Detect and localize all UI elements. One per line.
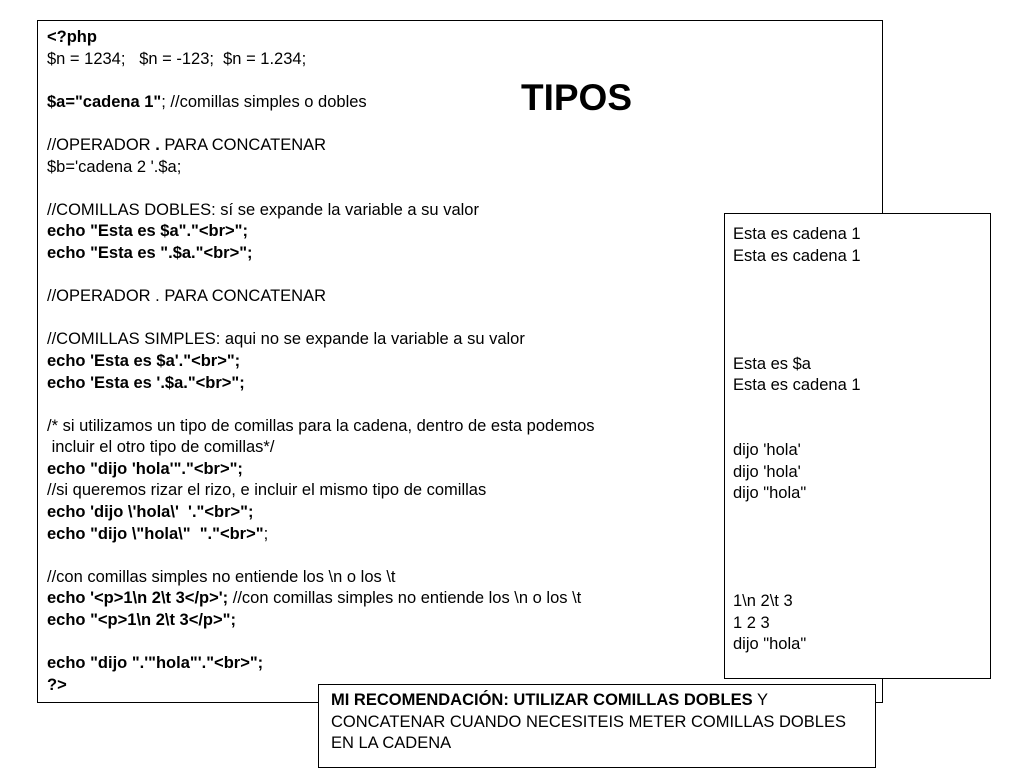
- code-line: [47, 329, 595, 351]
- output-block: [733, 224, 861, 656]
- code-segment: //OPERADOR . PARA CONCATENAR: [47, 287, 327, 306]
- output-line: Esta es $a: [733, 354, 811, 373]
- code-line: [47, 308, 595, 330]
- slide-title: TIPOS: [521, 77, 633, 118]
- output-line: [733, 418, 861, 440]
- code-line: [47, 49, 595, 71]
- code-line: [47, 416, 595, 438]
- code-segment: <?php: [47, 28, 97, 46]
- output-line: dijo "hola": [733, 635, 807, 654]
- code-segment: echo "dijo 'hola'"."<br>";: [47, 459, 243, 478]
- code-line: [47, 157, 595, 179]
- code-segment: echo "<p>1\n 2\t 3</p>";: [47, 611, 236, 630]
- code-line: [47, 243, 595, 265]
- php-code-block: [47, 27, 595, 696]
- code-segment: echo '<p>1\n 2\t 3</p>';: [47, 589, 229, 608]
- recommendation-bold: MI RECOMENDACIÓN: UTILIZAR COMILLAS DOBLES: [331, 691, 753, 709]
- code-segment: incluir el otro tipo de comillas*/: [47, 438, 275, 457]
- code-line: [47, 437, 595, 459]
- code-line: [47, 545, 595, 567]
- output-line: dijo "hola": [733, 484, 807, 503]
- code-line: [47, 265, 595, 287]
- code-line: [47, 178, 595, 200]
- output-line: [733, 332, 861, 354]
- code-line: [47, 135, 595, 157]
- code-segment: //OPERADOR: [47, 135, 156, 154]
- code-line: [47, 524, 595, 546]
- code-segment: //COMILLAS DOBLES: sí se expande la variable a su valor: [47, 200, 479, 219]
- code-line: [47, 200, 595, 222]
- code-segment: ?>: [47, 675, 67, 694]
- recommendation-box: [318, 684, 876, 768]
- code-line: [47, 92, 595, 114]
- code-segment: .: [155, 135, 160, 154]
- output-line: Esta es cadena 1: [733, 225, 861, 243]
- code-segment: PARA CONCATENAR: [159, 135, 327, 154]
- output-line: [733, 267, 861, 289]
- code-segment: echo 'Esta es $a'."<br>";: [47, 351, 241, 370]
- output-line: [733, 397, 861, 419]
- code-line: [47, 113, 595, 135]
- code-line: [47, 351, 595, 373]
- output-line: dijo 'hola': [733, 462, 801, 481]
- code-segment: echo 'Esta es '.$a."<br>";: [47, 373, 245, 392]
- code-line: [47, 610, 595, 632]
- code-segment: //COMILLAS SIMPLES: aqui no se expande la variable a su valor: [47, 330, 525, 349]
- code-segment: $n = 1234; $n = -123; $n = 1.234;: [47, 49, 307, 68]
- output-line: [733, 570, 861, 592]
- code-segment: echo "Esta es ".$a."<br>";: [47, 243, 253, 262]
- code-line: [47, 632, 595, 654]
- code-line: [47, 70, 595, 92]
- code-segment: ;: [263, 524, 269, 543]
- code-segment: echo 'dijo \'hola\' '."<br>";: [47, 503, 254, 522]
- code-line: [47, 221, 595, 243]
- code-line: [47, 27, 595, 49]
- output-line: [733, 526, 861, 548]
- code-line: [47, 502, 595, 524]
- code-segment: //con comillas simples no entiende los \n o los \t: [47, 567, 396, 586]
- code-segment: //con comillas simples no entiende los \n o los \t: [228, 589, 582, 608]
- code-segment: $b='cadena 2 '.$a;: [47, 157, 182, 176]
- code-line: [47, 373, 595, 395]
- recommendation-rest: Y CONCATENAR CUANDO NECESITEIS METER COMILLAS DOBLES EN LA CADENA: [331, 691, 846, 753]
- code-segment: //si queremos rizar el rizo, e incluir el mismo tipo de comillas: [47, 481, 487, 500]
- output-line: Esta es cadena 1: [733, 246, 861, 265]
- output-line: 1 2 3: [733, 613, 770, 632]
- code-segment: $a="cadena 1": [47, 92, 162, 111]
- code-segment: echo "dijo ".'"hola"'."<br>";: [47, 654, 264, 673]
- code-line: [47, 588, 595, 610]
- output-line: [733, 505, 861, 527]
- output-panel: [724, 213, 991, 679]
- output-line: Esta es cadena 1: [733, 376, 861, 395]
- output-line: 1\n 2\t 3: [733, 592, 793, 611]
- code-segment: echo "Esta es $a"."<br>";: [47, 222, 248, 241]
- code-line: [47, 394, 595, 416]
- code-line: [47, 286, 595, 308]
- code-line: [47, 567, 595, 589]
- output-line: [733, 289, 861, 311]
- output-line: dijo 'hola': [733, 440, 801, 459]
- output-line: [733, 548, 861, 570]
- code-line: [47, 459, 595, 481]
- code-line: [47, 653, 595, 675]
- code-segment: ; //comillas simples o dobles: [161, 92, 367, 111]
- output-line: [733, 310, 861, 332]
- code-segment: /* si utilizamos un tipo de comillas para la cadena, dentro de esta podemos: [47, 416, 595, 435]
- code-segment: echo "dijo \"hola\" "."<br>": [47, 524, 264, 543]
- code-line: [47, 480, 595, 502]
